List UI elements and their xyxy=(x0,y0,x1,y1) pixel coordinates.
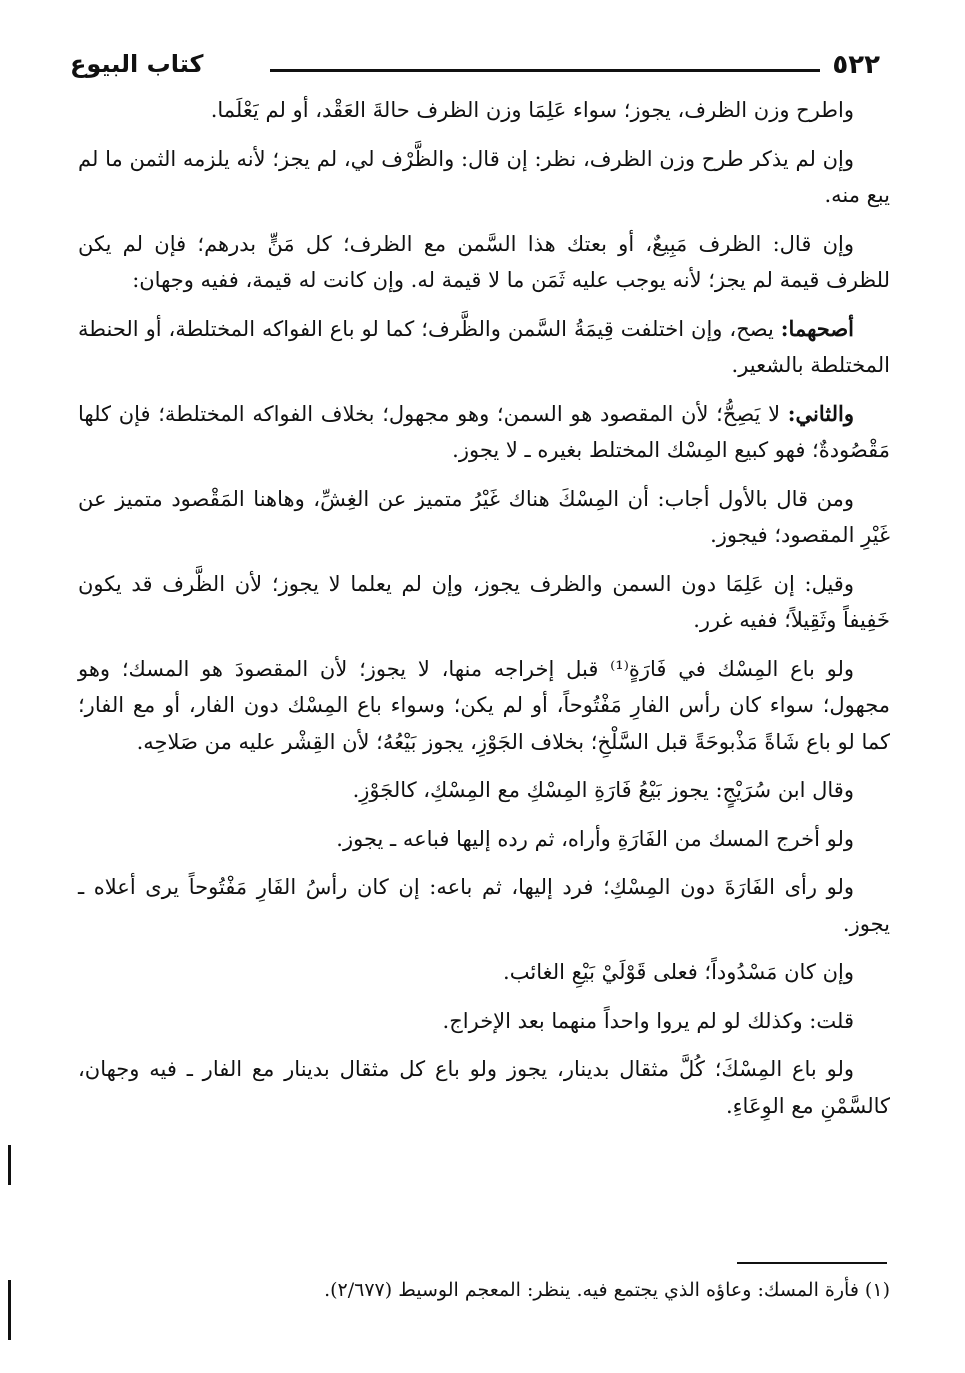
paragraph-lead: والثاني: xyxy=(787,400,854,426)
book-title: كتاب البيوع xyxy=(70,50,204,78)
paragraph: وإن قال: الظرف مَبِيعٌ، أو بعتك هذا السَّمن مع الظرف؛ كل مَنٍّ بدرهم؛ فإن لم يكن للظرف قيمة لم يجز؛ لأنه يوجب عليه ثَمَن ما لا قيمة له. وإن كانت له قيمة، ففيه وجهان: xyxy=(78,231,890,292)
scan-margin-mark xyxy=(8,1145,11,1185)
footnote-rule xyxy=(737,1262,887,1264)
paragraph: ولو أخرج المسك من الفَارَةِ وأراه، ثم رده إليها فباعه ـ يجوز. xyxy=(336,826,854,851)
header-rule xyxy=(270,69,820,72)
paragraph: ولو باع المِسْك في فَارَةٍ⁽¹⁾ قبل إخراجه منها، لا يجوز؛ لأن المقصودَ هو المسك؛ وهو مجهول؛ سواء كان رأس الفارِ مَفْتُوحاً، أو لم يكن؛ وسواء باع المِسْك دون الفار، أو مع الفار؛ كما لو باع شَاةً مَذْبوحَةً قبل السَّلْخِ؛ بخلاف الجَوْزِ، يجوز بَيْعُهُ؛ لأن القِشْر عليه من صَلاحِه. xyxy=(78,656,890,754)
paragraph: واطرح وزن الظرف، يجوز؛ سواء عَلِمَا وزن الظرف حالةَ العَقْد، أو لم يَعْلَما. xyxy=(210,98,854,122)
page-number: ٥٢٢ xyxy=(832,50,880,80)
paragraph: قلت: وكذلك لو لم يروا واحداً منهما بعد الإخراج. xyxy=(442,1008,854,1033)
paragraph: ولو باع المِسْكَ؛ كُلَّ مثقال بدينار، يجوز ولو باع كل مثقال بدينار مع الفار ـ فيه وجهان، كالسَّمْنِ مع الوِعَاءِ. xyxy=(78,1057,890,1118)
paragraph: وقال ابن سُرَيْجٍ: يجوز بَيْعُ فَارَةِ المِسْكِ مع المِسْكِ، كالجَوْزِ. xyxy=(352,778,854,802)
main-text xyxy=(78,92,890,1136)
paragraph: أصحهما: يصح، وإن اختلفت قِيمَةُ السَّمن والظَّرف؛ كما لو باع الفواكه المختلطة، أو الحنطة المختلطة بالشعير. xyxy=(78,315,890,377)
paragraph: ومن قال بالأول أجاب: أن المِسْكَ هناك غَيْرُ متميز عن الغِشِّ، وهاهنا المَقْصود متميز عن غَيْرِ المقصود؛ فيجوز. xyxy=(78,486,890,547)
page-header xyxy=(70,50,880,86)
paragraph: والثاني: لا يَصِحُّ؛ لأن المقصود هو السمن؛ وهو مجهول؛ بخلاف الفواكه المختلطة؛ فإن كلها مَقْصُودةٌ؛ فهو كبيع المِسْك المختلط بغيره ـ لا يجوز. xyxy=(78,400,890,462)
paragraph: وإن لم يذكر طرح وزن الظرف، نظر: إن قال: والظَّرْف لي، لم يجز؛ لأنه يلزمه الثمن ما لم يبع منه. xyxy=(78,146,890,207)
paragraph: وإن كان مَسْدُوداً؛ فعلى قَوْلَيْ بَيْعِ الغائب. xyxy=(503,960,854,984)
paragraph-lead: أصحهما: xyxy=(780,315,854,341)
scan-margin-mark xyxy=(8,1280,11,1340)
footnote: (١) فأرة المسك: وعاؤه الذي يجتمع فيه. ينظر: المعجم الوسيط (٢/٦٧٧). xyxy=(324,1279,890,1301)
paragraph: وقيل: إن عَلِمَا دون السمن والظرف يجوز، وإن لم يعلما لا يجوز؛ لأن الظَّرف قد يكون خَفِيفاً وثَقِيلاً؛ ففيه غرر. xyxy=(78,571,890,632)
paragraph: ولو رأى الفَارَةَ دون المِسْكِ؛ فرد إليها، ثم باعه: إن كان رأسُ الفَارِ مَفْتُوحاً يرى أعلاه ـ يجوز. xyxy=(78,875,890,936)
